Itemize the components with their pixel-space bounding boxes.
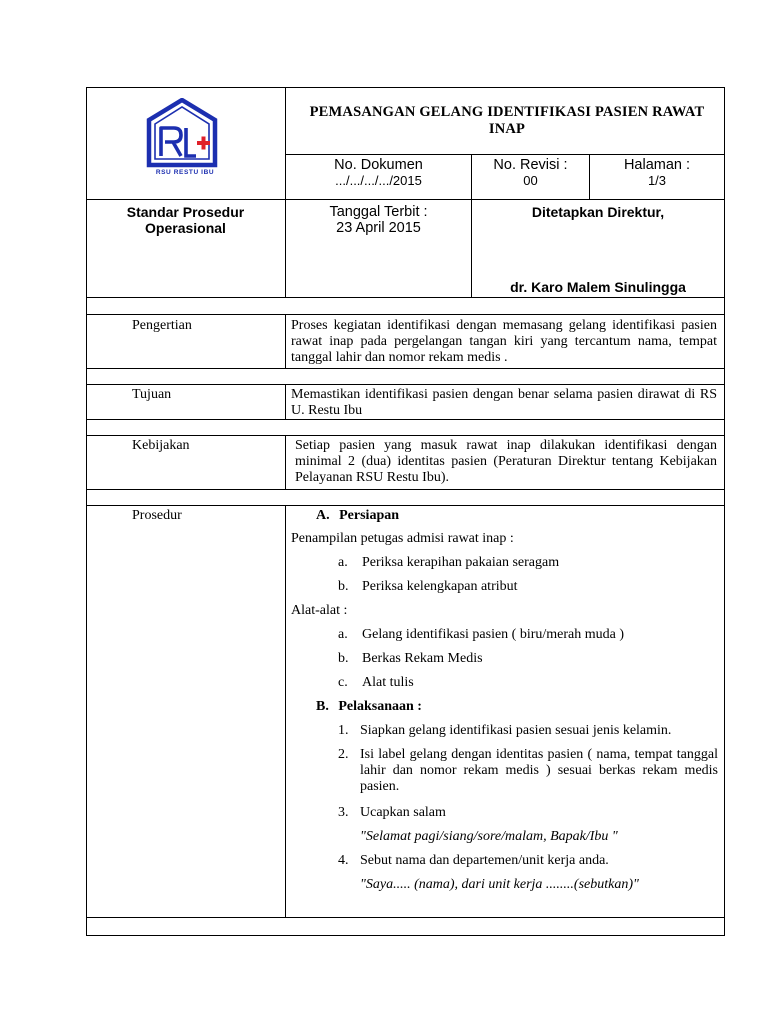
section-col-divider	[285, 435, 286, 490]
no-revisi-label: No. Revisi :	[493, 157, 568, 173]
row-divider	[86, 917, 724, 918]
alat-intro: Alat-alat :	[291, 603, 348, 618]
header-col-divider	[285, 87, 286, 297]
list-item-text: Periksa kerapihan pakaian seragam	[362, 555, 560, 570]
list-item-text: Periksa kelengkapan atribut	[362, 579, 518, 594]
spo-title-line-2: Operasional	[145, 220, 226, 236]
list-marker: a.	[338, 555, 348, 570]
no-revisi-value: 00	[523, 173, 538, 188]
list-marker: a.	[338, 627, 348, 642]
row-divider	[86, 384, 724, 385]
tanggal-terbit-label: Tanggal Terbit :	[329, 204, 428, 220]
halaman-label: Halaman :	[623, 157, 691, 173]
section-col-divider	[285, 384, 286, 420]
row-divider	[86, 419, 724, 420]
section-a-heading	[316, 508, 399, 524]
step-marker: 4.	[338, 853, 349, 868]
header-bottom-divider	[86, 297, 724, 298]
hospital-logo	[146, 98, 224, 182]
table-border-top	[86, 87, 724, 88]
step-3-quote: "Selamat pagi/siang/sore/malam, Bapak/Ibu "	[360, 829, 618, 844]
list-item-text: Gelang identifikasi pasien ( biru/merah muda )	[362, 627, 625, 642]
logo-caption: RSU RESTU IBU	[155, 169, 215, 176]
section-b-heading	[316, 699, 422, 715]
step-4	[338, 853, 718, 869]
step-text: Ucapkan salam	[360, 805, 446, 820]
step-marker: 3.	[338, 805, 349, 820]
ditetapkan-label: Ditetapkan Direktur,	[531, 204, 665, 220]
table-border-right	[724, 87, 725, 936]
section-b-marker: B.	[316, 699, 329, 714]
kebijakan-label: Kebijakan	[132, 438, 190, 453]
section-a-title: Persiapan	[339, 508, 400, 523]
pengertian-text: Proses kegiatan identifikasi dengan memasang gelang identifikasi pasien rawat inap pada pergelangan tangan kiri yang tercantum nama, tempat tanggal lahir dan nomor rekam medis .	[291, 318, 717, 365]
section-col-divider	[285, 505, 286, 918]
halaman-value: 1/3	[647, 173, 667, 188]
step-2	[338, 747, 718, 795]
step-text: Sebut nama dan departemen/unit kerja anda.	[360, 853, 609, 868]
step-text: Isi label gelang dengan identitas pasien ( nama, tempat tanggal lahir dan nomor rekam medis ) sesuai berkas rekam medis pasien.	[360, 747, 718, 794]
row-divider	[86, 368, 724, 369]
step-marker: 1.	[338, 723, 349, 738]
section-b-title: Pelaksanaan :	[338, 699, 422, 714]
step-4-quote: "Saya..... (nama), dari unit kerja ........(sebutkan)"	[360, 877, 639, 892]
step-1	[338, 723, 718, 739]
prosedur-label: Prosedur	[132, 508, 182, 523]
list-marker: c.	[338, 675, 348, 690]
penampilan-list	[338, 555, 718, 603]
list-item	[338, 651, 718, 667]
tujuan-text: Memastikan identifikasi pasien dengan benar selama pasien dirawat di RS U. Restu Ibu	[291, 387, 717, 418]
no-dokumen-value: .../.../.../.../2015	[335, 173, 422, 188]
row-divider	[86, 505, 724, 506]
list-marker: b.	[338, 651, 349, 666]
row-divider	[86, 314, 724, 315]
alat-list	[338, 627, 718, 699]
penampilan-intro: Penampilan petugas admisi rawat inap :	[291, 531, 514, 546]
list-item	[338, 627, 718, 643]
direktur-name: dr. Karo Malem Sinulingga	[510, 279, 686, 295]
list-marker: b.	[338, 579, 349, 594]
table-border-bottom	[86, 935, 724, 936]
step-text: Siapkan gelang identifikasi pasien sesuai jenis kelamin.	[360, 723, 672, 738]
list-item-text: Alat tulis	[362, 675, 414, 690]
document-title: PEMASANGAN GELANG IDENTIFIKASI PASIEN RAWAT INAP	[309, 104, 705, 137]
list-item	[338, 675, 718, 691]
header-title-divider	[285, 154, 724, 155]
row-divider	[86, 435, 724, 436]
list-item	[338, 555, 718, 571]
list-item	[338, 579, 718, 595]
tanggal-terbit-value: 23 April 2015	[336, 220, 421, 236]
step-3	[338, 805, 718, 821]
no-dokumen-label: No. Dokumen	[334, 157, 423, 173]
step-marker: 2.	[338, 747, 349, 762]
list-item-text: Berkas Rekam Medis	[362, 651, 483, 666]
section-a-marker: A.	[316, 508, 330, 523]
section-col-divider	[285, 314, 286, 369]
header-meta-divider	[86, 199, 724, 200]
pengertian-label: Pengertian	[132, 318, 192, 333]
row-divider	[86, 489, 724, 490]
kebijakan-text: Setiap pasien yang masuk rawat inap dilakukan identifikasi dengan minimal 2 (dua) identitas pasien (Peraturan Direktur tentang Kebijakan Pelayanan RSU Restu Ibu).	[295, 438, 717, 485]
tujuan-label: Tujuan	[132, 387, 172, 402]
spo-title-line-1: Standar Prosedur	[126, 204, 245, 220]
